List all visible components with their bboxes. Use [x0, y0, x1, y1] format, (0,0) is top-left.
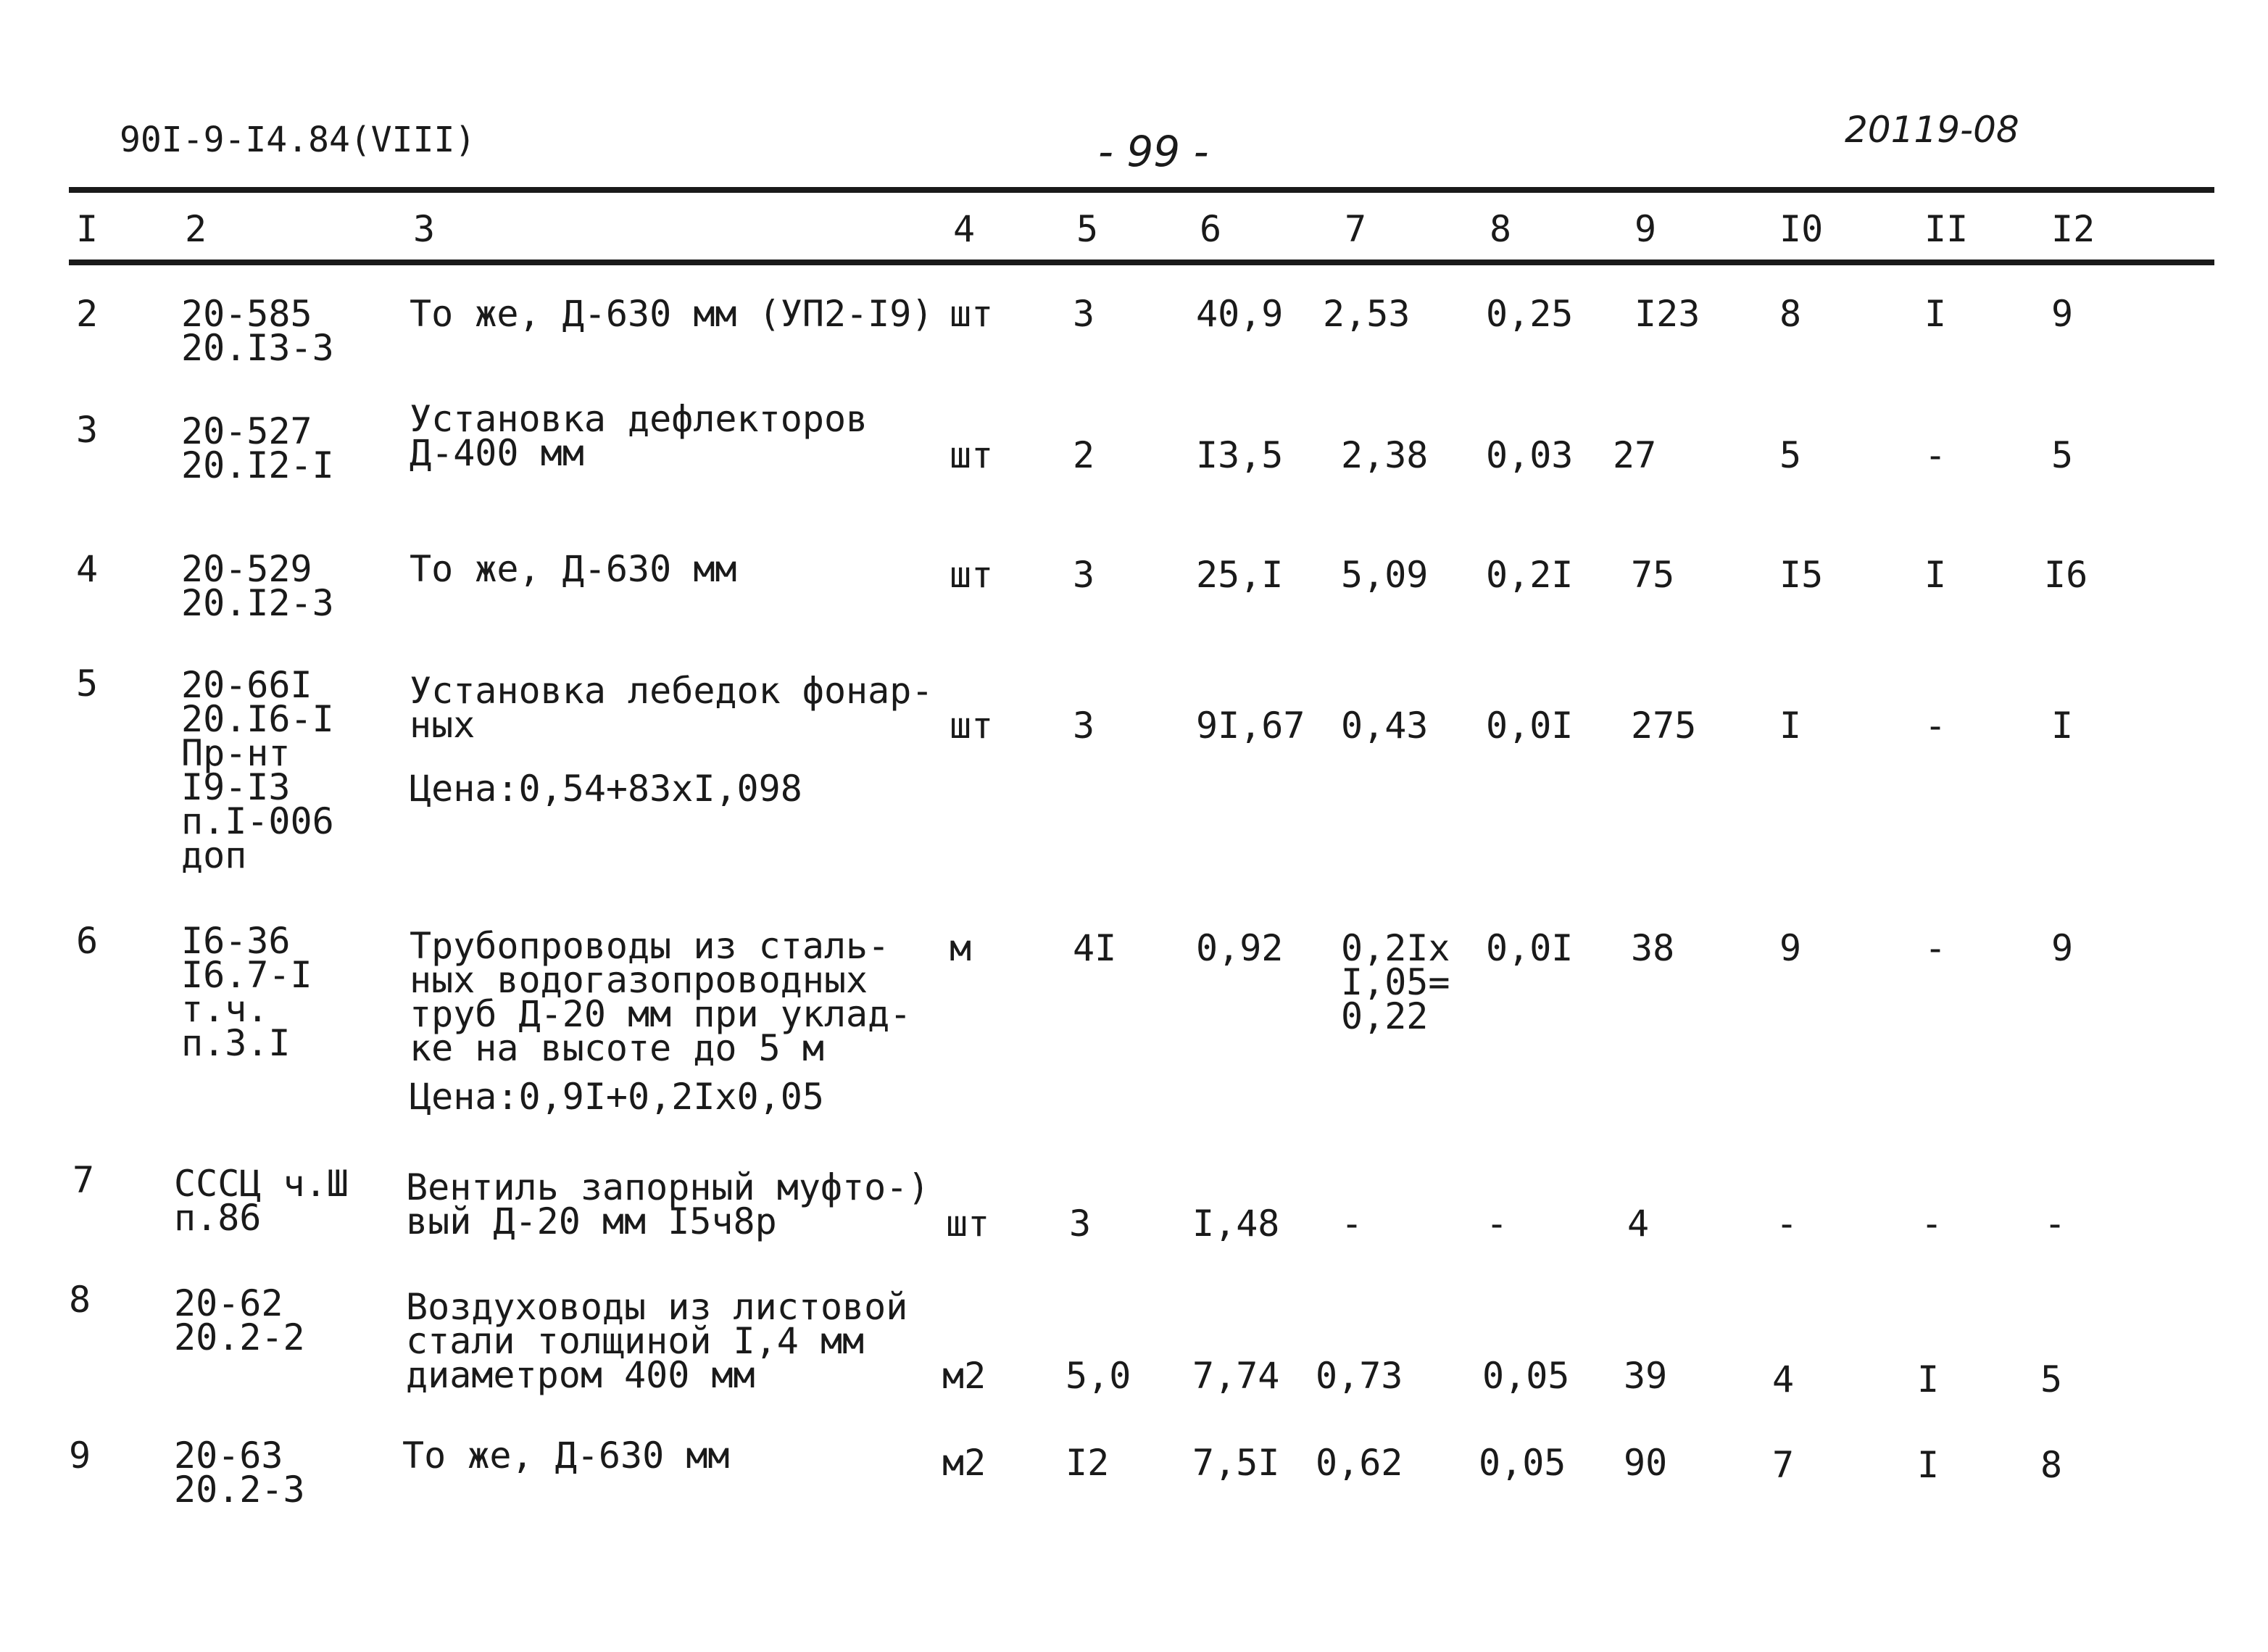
col-11: -: [1924, 434, 1947, 476]
unit: шт: [950, 434, 994, 476]
rate-code: 20-62 20.2-2: [174, 1282, 305, 1358]
row-number: 2: [76, 293, 99, 335]
col-10: 5: [1779, 434, 1802, 476]
quantity: 5,0: [1066, 1355, 1131, 1397]
row-number: 4: [76, 548, 99, 590]
col-11: -: [1924, 705, 1947, 747]
row-number: 3: [76, 409, 99, 451]
rate-code: СССЦ ч.Ш п.86: [174, 1163, 349, 1239]
work-description: То же, Д-630 мм: [402, 1435, 730, 1477]
col-9: 4: [1627, 1203, 1650, 1245]
col-12: 8: [2040, 1444, 2063, 1486]
rate-code: 20-527 20.I2-I: [181, 410, 334, 486]
header-bottom-rule: [69, 260, 2214, 265]
col-11: I: [1924, 554, 1947, 596]
unit: шт: [950, 705, 994, 747]
col-9: 90: [1624, 1442, 1668, 1484]
rate-code: 20-585 20.I3-3: [181, 293, 334, 369]
column-header: 6: [1200, 208, 1222, 250]
row-number: 5: [76, 663, 99, 705]
col-9: 275: [1631, 705, 1697, 747]
work-description: Воздуховоды из листовой стали толщиной I,4 мм диаметром 400 мм: [406, 1286, 908, 1396]
col-8: 0,0I: [1486, 927, 1574, 969]
column-header: I0: [1779, 208, 1824, 250]
col-10: 9: [1779, 927, 1802, 969]
col-12: I: [2051, 705, 2074, 747]
rate-code: 20-66I 20.I6-I Пр-нт I9-I3 п.I-006 доп: [181, 664, 334, 876]
work-description: То же, Д-630 мм (УП2-I9): [410, 293, 934, 335]
column-header: 2: [185, 208, 207, 250]
unit: м2: [942, 1355, 986, 1397]
col-10: 4: [1772, 1358, 1795, 1400]
work-description: Установка лебедок фонар- ных: [410, 670, 934, 746]
col-12: 9: [2051, 293, 2074, 335]
col-6: 7,74: [1192, 1355, 1280, 1397]
col-11: -: [1921, 1203, 1943, 1245]
col-6: 9I,67: [1196, 705, 1305, 747]
column-header: 9: [1634, 208, 1657, 250]
rate-code: 20-529 20.I2-3: [181, 548, 334, 624]
work-description: То же, Д-630 мм: [410, 548, 737, 590]
col-9: 38: [1631, 927, 1675, 969]
col-8: 0,0I: [1486, 705, 1574, 747]
unit: шт: [946, 1203, 990, 1245]
row-number: 7: [72, 1159, 95, 1201]
col-7: -: [1341, 1203, 1363, 1245]
col-6: 25,I: [1196, 554, 1284, 596]
column-header: 3: [413, 208, 436, 250]
col-9: 75: [1631, 554, 1675, 596]
col-6: I,48: [1192, 1203, 1280, 1245]
work-description: Вентиль запорный муфто-) вый Д-20 мм I5ч8р: [406, 1166, 930, 1242]
quantity: 3: [1073, 293, 1095, 335]
col-8: 0,05: [1482, 1355, 1570, 1397]
unit: м2: [942, 1442, 986, 1484]
col-11: I: [1924, 293, 1947, 335]
price-note: Цена:0,54+83хI,098: [410, 768, 802, 810]
rate-code: 20-63 20.2-3: [174, 1435, 305, 1511]
col-6: 0,92: [1196, 927, 1284, 969]
col-6: 40,9: [1196, 293, 1284, 335]
col-9: I23: [1634, 293, 1700, 335]
col-11: -: [1924, 927, 1947, 969]
col-10: 8: [1779, 293, 1802, 335]
col-8: 0,03: [1486, 434, 1574, 476]
col-6: I3,5: [1196, 434, 1284, 476]
quantity: 3: [1069, 1203, 1092, 1245]
col-6: 7,5I: [1192, 1442, 1280, 1484]
work-description: Установка дефлекторов Д-400 мм: [410, 398, 868, 474]
col-9: 27: [1613, 434, 1657, 476]
col-7: 5,09: [1341, 554, 1429, 596]
row-number: 6: [76, 920, 99, 962]
column-header: 8: [1490, 208, 1512, 250]
unit: м: [950, 927, 972, 969]
col-7: 0,2Iх I,05= 0,22: [1341, 927, 1450, 1037]
column-header: I2: [2051, 208, 2095, 250]
col-11: I: [1917, 1358, 1940, 1400]
work-description: Трубопроводы из сталь- ных водогазопроводных труб Д-20 мм при уклад- ке на высоте до 5 м: [410, 925, 912, 1069]
col-12: I6: [2044, 554, 2088, 596]
column-header: 5: [1076, 208, 1099, 250]
col-7: 0,62: [1316, 1442, 1403, 1484]
column-header: II: [1924, 208, 1969, 250]
page-number: - 99 -: [1098, 127, 1209, 176]
col-12: 5: [2040, 1358, 2063, 1400]
top-rule: [69, 187, 2214, 193]
quantity: 2: [1073, 434, 1095, 476]
quantity: 3: [1073, 705, 1095, 747]
col-10: -: [1776, 1203, 1798, 1245]
col-7: 2,53: [1323, 293, 1411, 335]
col-12: 9: [2051, 927, 2074, 969]
col-12: 5: [2051, 434, 2074, 476]
col-12: -: [2044, 1203, 2066, 1245]
quantity: I2: [1066, 1442, 1110, 1484]
document-code: 90I-9-I4.84(VIII): [120, 120, 476, 160]
col-8: 0,05: [1479, 1442, 1566, 1484]
col-9: 39: [1624, 1355, 1668, 1397]
inventory-number: 20119-08: [1845, 109, 2019, 151]
column-header: 4: [953, 208, 976, 250]
col-7: 2,38: [1341, 434, 1429, 476]
col-7: 0,43: [1341, 705, 1429, 747]
col-8: 0,2I: [1486, 554, 1574, 596]
col-10: I: [1779, 705, 1802, 747]
column-header: 7: [1345, 208, 1367, 250]
unit: шт: [950, 293, 994, 335]
price-note: Цена:0,9I+0,2Iх0,05: [410, 1076, 824, 1118]
rate-code: I6-36 I6.7-I т.ч. п.3.I: [181, 920, 312, 1064]
row-number: 9: [69, 1435, 91, 1477]
col-8: -: [1486, 1203, 1508, 1245]
col-8: 0,25: [1486, 293, 1574, 335]
quantity: 4I: [1073, 927, 1117, 969]
col-10: I5: [1779, 554, 1824, 596]
unit: шт: [950, 554, 994, 596]
column-header: I: [76, 208, 99, 250]
row-number: 8: [69, 1279, 91, 1321]
quantity: 3: [1073, 554, 1095, 596]
col-7: 0,73: [1316, 1355, 1403, 1397]
col-10: 7: [1772, 1444, 1795, 1486]
col-11: I: [1917, 1444, 1940, 1486]
